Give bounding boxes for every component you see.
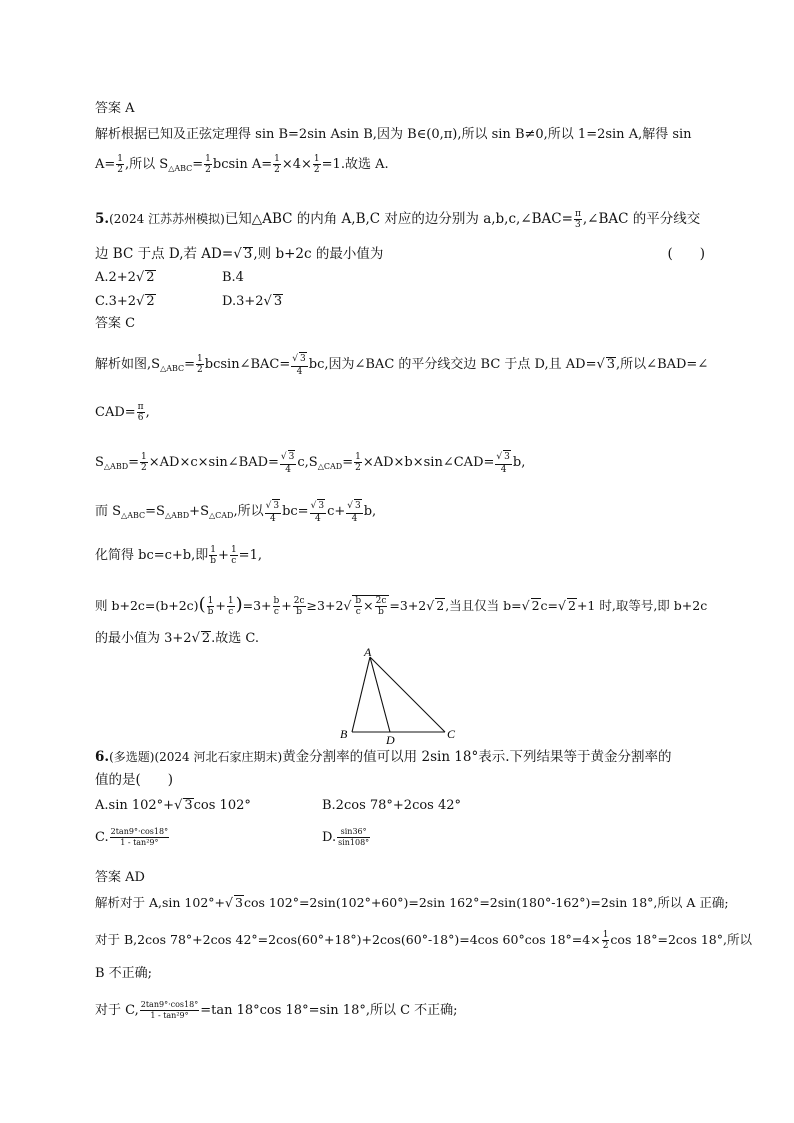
explanation-label: 解析 <box>95 357 122 372</box>
side-ab <box>352 657 370 732</box>
fraction: $\frac{√ 3}{4}$ <box>347 501 361 524</box>
fraction: $\frac{1}{2}$ <box>274 154 280 175</box>
answer-value: A <box>125 101 135 116</box>
option-c: C.3+2√ 2 <box>95 294 155 309</box>
question-source: (2024 江苏苏州模拟) <box>109 212 225 226</box>
fraction: $\frac{\pi}{6}$ <box>137 402 144 423</box>
question-6-line: 6.(多选题)(2024 河北石家庄期末)黄金分割率的值可以用 2sin 18°表示.下列结果等于黄金分割率的 <box>95 749 672 765</box>
answer-line <box>95 316 135 332</box>
answer-line <box>95 870 145 886</box>
fraction: $\frac{1}{2}$ <box>205 154 211 175</box>
fraction: $\frac{√ 3}{4}$ <box>496 452 510 475</box>
explanation-label: 解析 <box>95 127 122 142</box>
vertex-c-label: C <box>447 727 456 741</box>
question-number: 5. <box>95 211 110 227</box>
answer-label: 答案 <box>95 316 122 331</box>
option-a: A.2+2√ 2 <box>95 270 155 285</box>
explanation-line: 而 $S_{\triangle ABC}=S_{\triangle ABD}+S_{\triangle CAD}$,所以 $\frac{√ 3}{4}$ bc= $\frac{√ 3}{4}$ c+ $\frac{√ 3}{4}$ b, <box>95 501 377 524</box>
fraction: $\frac{1}{2}$ <box>117 154 124 175</box>
fraction: $\frac{1}{2}$ <box>602 930 609 951</box>
fraction: $\frac{√ 3}{4}$ <box>265 501 280 524</box>
explanation-line: A= $\frac{1}{2}$ ,所以 $S_{\triangle ABC}=$ $\frac{1}{2}$ bcsin A= $\frac{1}{2}$ ×4× $\frac{1}{2}$ =1.故选 A. <box>95 154 389 175</box>
question-6-line: 值的是( ) <box>95 772 174 788</box>
option-b: B.2cos 78°+2cos 42° <box>322 798 462 813</box>
fraction: $\frac{1}{2}$ <box>355 452 361 473</box>
fraction: $\frac{2c}{b}$ <box>293 596 305 617</box>
triangle-figure <box>330 644 470 744</box>
fraction: $\frac{√ 3}{4}$ <box>310 501 325 524</box>
fraction: $\frac{√ 3}{4}$ <box>292 354 306 377</box>
side-ac <box>370 657 445 732</box>
explanation-line: 对于 B,2cos 78°+2cos 42°=2cos(60°+18°)+2cos(60°-18°)=4cos 60°cos 18°=4× $\frac{1}{2}$ cos 18°=2cos 18°,所以 <box>95 930 752 951</box>
point-d-label: D <box>386 733 395 744</box>
question-tag: (多选题) <box>109 750 155 764</box>
option-a: A.sin 102°+√ 3cos 102° <box>95 798 251 813</box>
question-5-line: 5.(2024 江苏苏州模拟)已知△ABC 的内角 A,B,C 对应的边分别为 a,b,c,∠BAC= $\frac{\pi}{3}$ ,∠BAC 的平分线交 <box>95 209 701 230</box>
explanation-label: 解析 <box>95 895 121 910</box>
fraction: $\frac{1}{c}$ <box>230 545 237 566</box>
explanation-line: B 不正确; <box>95 966 153 981</box>
fraction: $\frac{\pi}{3}$ <box>574 209 581 230</box>
explanation-line: 的最小值为 3+2√ 2.故选 C. <box>95 631 260 646</box>
explanation-line: 解析如图$,S_{\triangle ABC}=$ $\frac{1}{2}$ bcsin∠BAC= $\frac{√ 3}{4}$ bc,因为∠BAC 的平分线交边 BC 于点 D,且 AD=√ 3,所以∠BAD=∠ <box>95 354 709 377</box>
explanation-line: 化简得 bc=c+b,即 $\frac{1}{b}$ + $\frac{1}{c}$ =1, <box>95 545 262 566</box>
explanation-line: 对于 C, $\frac{2\tan 9^\circ\cdot\cos 18^\circ}{\text{1 - tan²9°}}$ =tan 18°cos 18°=sin 18°,所以 C 不正确; <box>95 1000 458 1020</box>
option-d: D. $\frac{\sin 36^\circ}{\sin 108^\circ}$ <box>322 827 370 847</box>
answer-value: C <box>125 316 136 331</box>
fraction: $\frac{1}{2}$ <box>313 154 320 175</box>
fraction: $\frac{1}{2}$ <box>197 354 203 375</box>
answer-blank: ( ) <box>667 246 705 262</box>
explanation-line: 解析对于 A,sin 102°+√ 3cos 102°=2sin(102°+60°)=2sin 162°=2sin(180°-162°)=2sin 18°,所以 A 正确; <box>95 895 729 910</box>
option-c: C. $\frac{2\tan 9^\circ\cdot\cos 18^\circ}{\text{1 - tan²9°}}$ <box>95 827 169 847</box>
vertex-b-label: B <box>340 727 348 741</box>
question-5-line: 边 BC 于点 D,若 AD=√ 3,则 b+2c 的最小值为 ( ) <box>95 246 705 262</box>
option-b: B.4 <box>222 270 244 285</box>
explanation-line: CAD= $\frac{\pi}{6}$ , <box>95 402 150 423</box>
question-source: (2024 河北石家庄期末) <box>154 750 283 764</box>
answer-label: 答案 <box>95 870 122 885</box>
fraction: $\frac{1}{b}$ <box>207 596 214 617</box>
fraction: $\frac{1}{2}$ <box>141 452 147 473</box>
answer-line <box>95 101 135 117</box>
fraction: $\frac{1}{b}$ <box>210 545 217 566</box>
answer-label: 答案 <box>95 101 122 116</box>
fraction: $\frac{√ 3}{4}$ <box>280 452 295 475</box>
question-number: 6. <box>95 749 110 765</box>
fraction: $\frac{1}{c}$ <box>227 596 234 617</box>
explanation-line: 则 b+2c=(b+2c)( $\frac{1}{b}$ + $\frac{1}{c}$ )=3+ $\frac{b}{c}$ + $\frac{2c}{b}$ ≥3+2√ $\frac{b}{c}$ × $\frac{2c}{b}$ =3+2√ 2,当且仅当 b=√ 2c=√ 2+1 时,取等号,即 b+2c <box>95 594 708 617</box>
option-d: D.3+2√ 3 <box>222 294 283 309</box>
answer-value: AD <box>125 870 145 885</box>
vertex-a-label: A <box>364 645 372 659</box>
explanation-line: 解析根据已知及正弦定理得 sin B=2sin Asin B,因为 B∈(0,π),所以 sin B≠0,所以 1=2sin A,解得 sin <box>95 127 692 142</box>
explanation-line: $S_{\triangle ABD}=$ $\frac{1}{2}$ ×AD×c×sin∠BAD= $\frac{√ 3}{4}$ $c,S_{\triangle CAD}=$ $\frac{1}{2}$ ×AD×b×sin∠CAD= $\frac{√ 3}{4}$ b, <box>95 452 526 475</box>
segment-ad <box>370 657 390 732</box>
fraction: $\frac{b}{c}$ <box>273 596 280 617</box>
